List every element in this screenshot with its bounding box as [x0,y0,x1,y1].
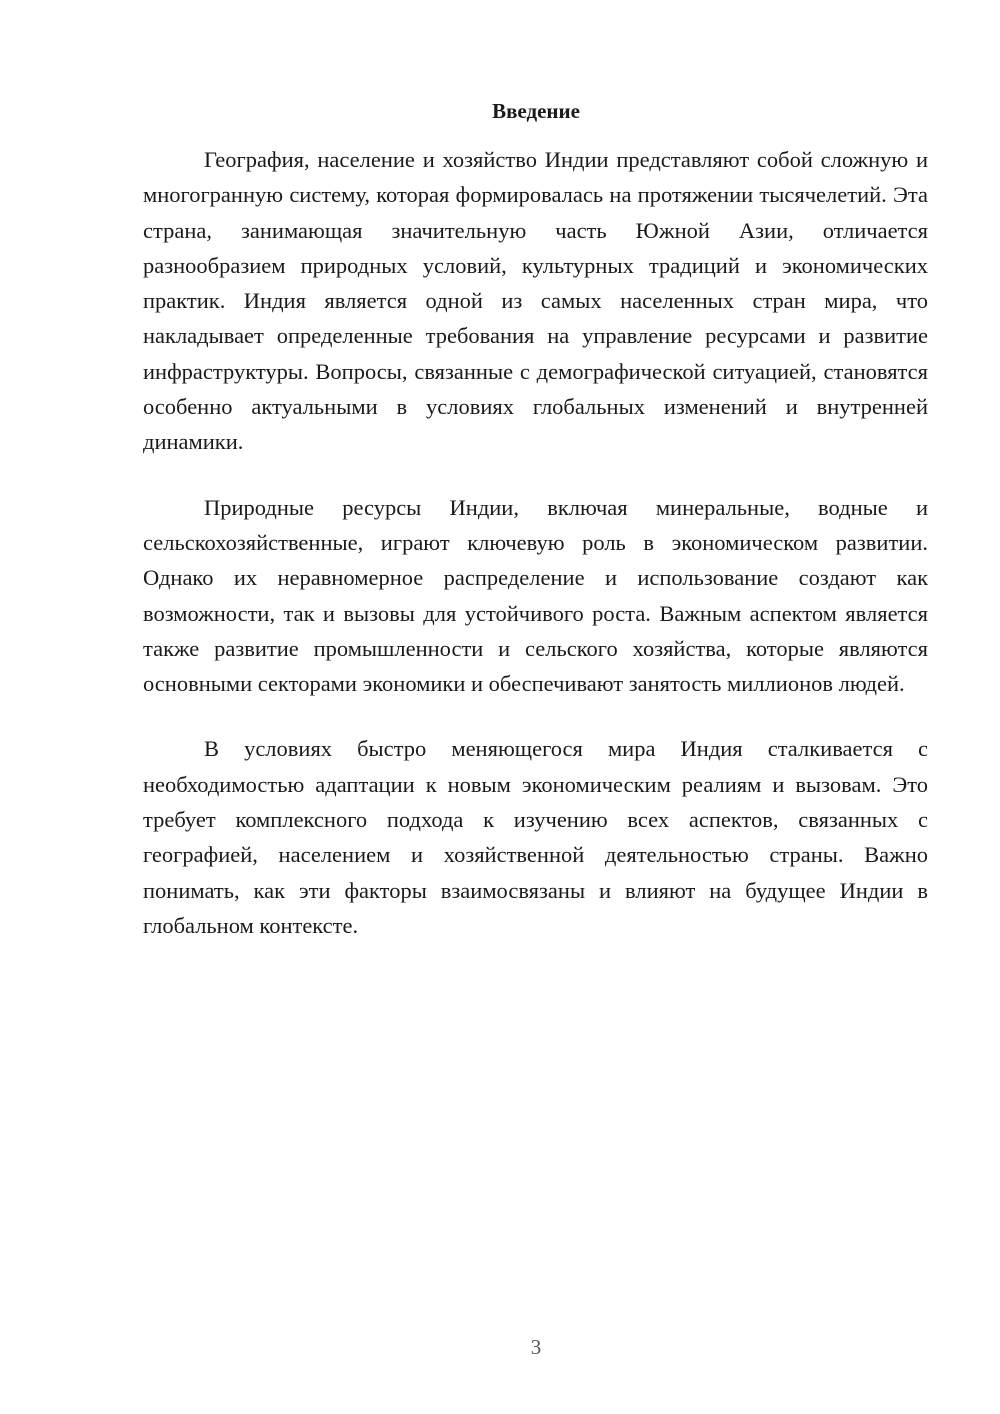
section-title: Введение [492,99,580,123]
paragraph-2: Природные ресурсы Индии, включая минеральные, водные и сельскохозяйственные, играют ключевую роль в экономическом развитии. Однако их неравномерное распределение и использование создают как возможности, так и вызовы для устойчивого роста. Важным аспектом является также развитие промышленности и сельского хозяйства, которые являются основными секторами экономики и обеспечивают занятость миллионов людей. [143,494,928,697]
paragraph-1: География, население и хозяйство Индии представляют собой сложную и многогранную систему, которая формировалась на протяжении тысячелетий. Эта страна, занимающая значительную часть Южной Азии, отличается разнообразием природных условий, культурных традиций и экономических практик. Индия является одной из самых населенных стран мира, что накладывает определенные требования на управление ресурсами и развитие инфраструктуры. Вопросы, связанные с демографической ситуацией, становятся особенно актуальными в условиях глобальных изменений и внутренней динамики. [143,147,928,455]
page-number: 3 [530,1335,542,1359]
body-text [143,142,928,973]
paragraph-3: В условиях быстро меняющегося мира Индия сталкивается с необходимостью адаптации к новым экономическим реалиям и вызовам. Это требует комплексного подхода к изучению всех аспектов, связанных с географией, населением и хозяйственной деятельностью страны. Важно понимать, как эти факторы взаимосвязаны и влияют на будущее Индии в глобальном контексте. [143,736,928,938]
